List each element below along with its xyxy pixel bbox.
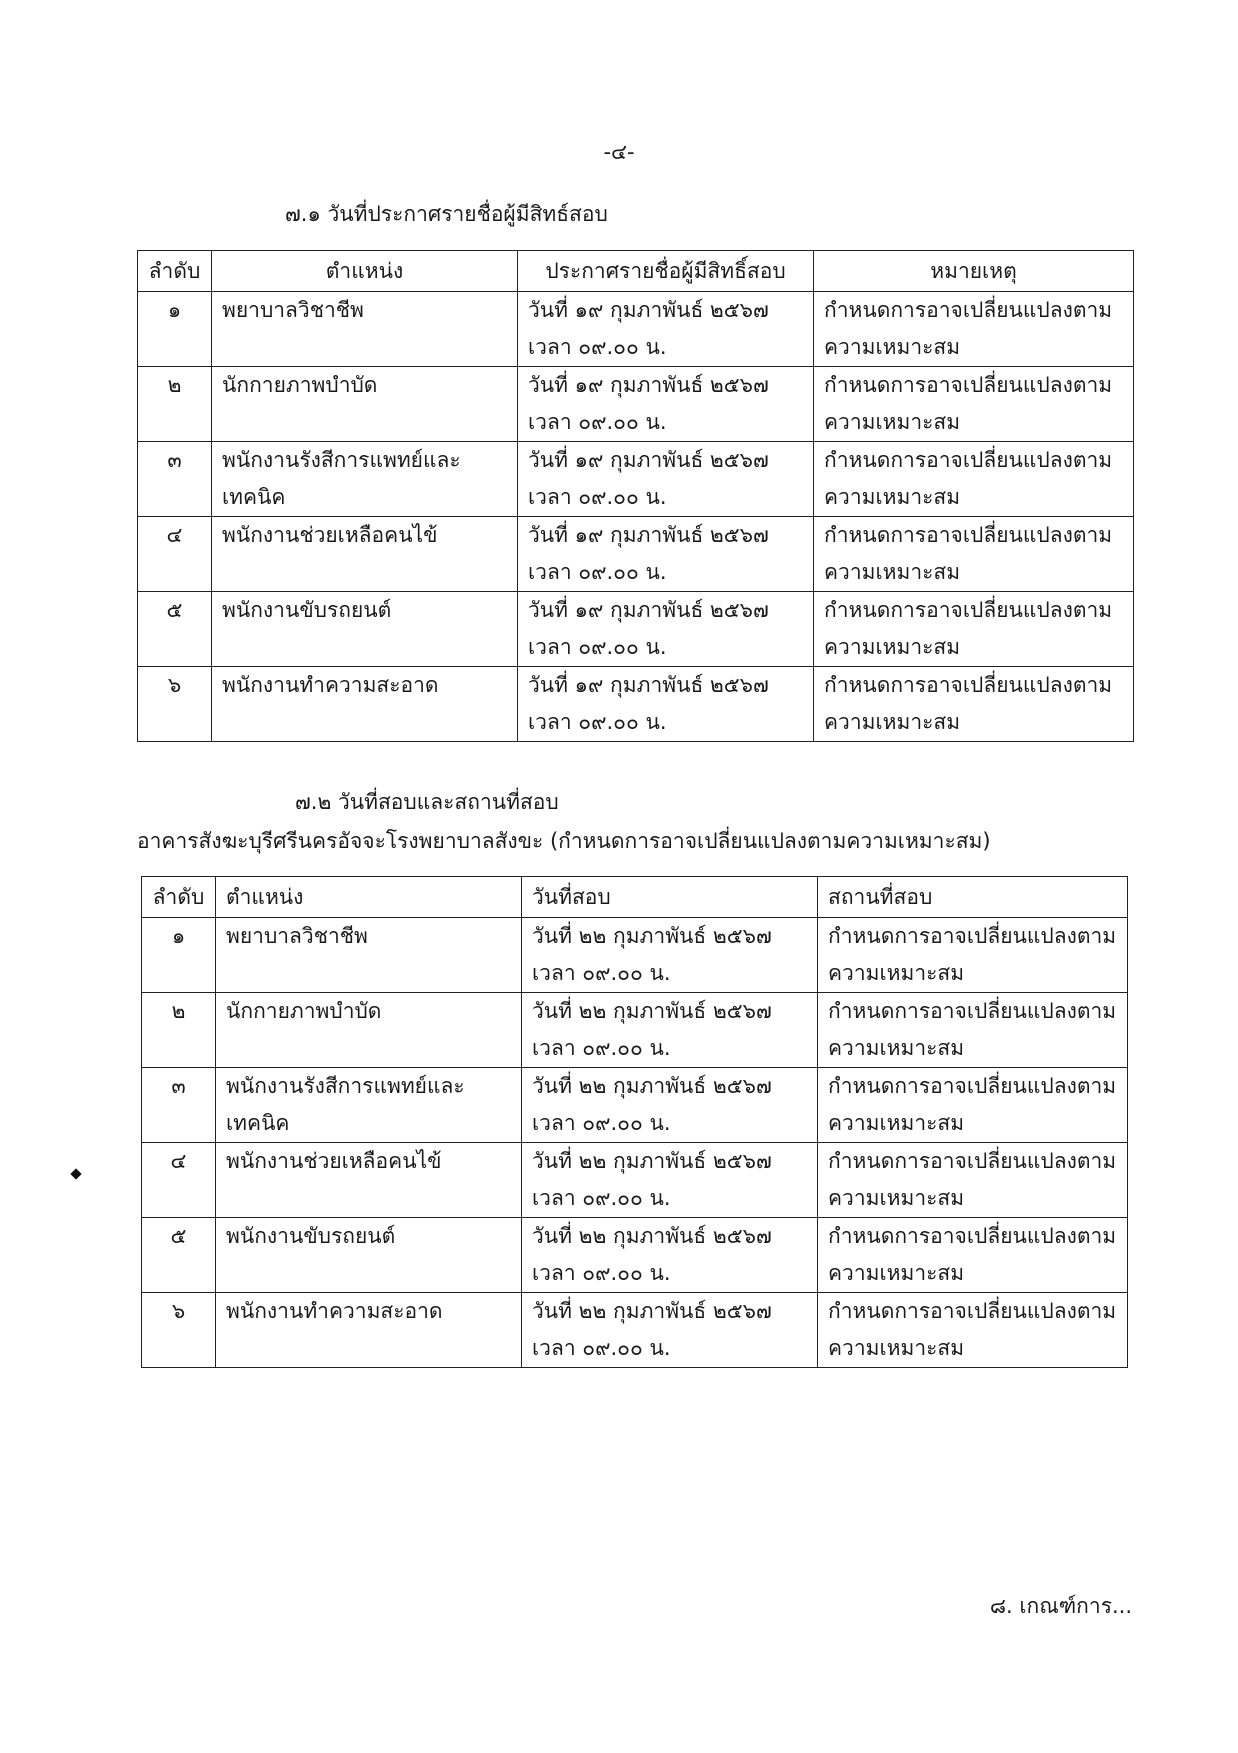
position-text: พยาบาลวิชาชีพ — [222, 298, 364, 322]
row-order: ๔ — [142, 1143, 216, 1218]
row-order: ๑ — [142, 918, 216, 993]
date-text: วันที่ ๒๒ กุมภาพันธ์ ๒๕๖๗ — [532, 1149, 772, 1173]
col-header-order: ลำดับ — [142, 877, 216, 918]
note-line-2: ความเหมาะสม — [824, 560, 961, 584]
time-text: เวลา ๐๙.๐๐ น. — [532, 1111, 671, 1135]
row-order: ๕ — [138, 592, 212, 667]
row-date — [518, 367, 814, 442]
date-text: วันที่ ๒๒ กุมภาพันธ์ ๒๕๖๗ — [532, 1224, 772, 1248]
note-line-2: ความเหมาะสม — [824, 335, 961, 359]
date-text: วันที่ ๑๙ กุมภาพันธ์ ๒๕๖๗ — [528, 523, 769, 547]
position-text: พนักงานรังสีการแพทย์และเทคนิค — [222, 448, 461, 509]
date-text: วันที่ ๑๙ กุมภาพันธ์ ๒๕๖๗ — [528, 448, 769, 472]
date-text: วันที่ ๒๒ กุมภาพันธ์ ๒๕๖๗ — [532, 1299, 772, 1323]
row-date — [522, 918, 818, 993]
time-text: เวลา ๐๙.๐๐ น. — [532, 1336, 671, 1360]
time-text: เวลา ๐๙.๐๐ น. — [528, 335, 667, 359]
time-text: เวลา ๐๙.๐๐ น. — [528, 635, 667, 659]
row-order: ๖ — [138, 667, 212, 742]
col-header-position: ตำแหน่ง — [216, 877, 522, 918]
col-header-position: ตำแหน่ง — [212, 251, 518, 292]
row-note — [818, 1068, 1128, 1143]
col-header-order: ลำดับ — [138, 251, 212, 292]
position-text: พนักงานทำความสะอาด — [226, 1299, 443, 1323]
table-row — [138, 442, 1134, 517]
row-note — [818, 918, 1128, 993]
row-note — [818, 1143, 1128, 1218]
table-row — [142, 1068, 1128, 1143]
position-text: พนักงานขับรถยนต์ — [222, 598, 392, 622]
table-header-row — [142, 877, 1128, 918]
note-line-1: กำหนดการอาจเปลี่ยนแปลงตาม — [828, 1224, 1117, 1248]
position-text: พนักงานทำความสะอาด — [222, 673, 439, 697]
row-date — [518, 667, 814, 742]
note-line-1: กำหนดการอาจเปลี่ยนแปลงตาม — [824, 298, 1113, 322]
date-text: วันที่ ๒๒ กุมภาพันธ์ ๒๕๖๗ — [532, 999, 772, 1023]
exam-location-text: อาคารสังฆะบุรีศรีนครอัจจะโรงพยาบาลสังขะ (กำหนดการอาจเปลี่ยนแปลงตามความเหมาะสม) — [137, 829, 991, 853]
note-line-1: กำหนดการอาจเปลี่ยนแปลงตาม — [824, 673, 1113, 697]
row-position — [216, 1293, 522, 1368]
row-note — [814, 517, 1134, 592]
position-text: พนักงานขับรถยนต์ — [226, 1224, 396, 1248]
note-line-1: กำหนดการอาจเปลี่ยนแปลงตาม — [824, 523, 1113, 547]
row-note — [814, 292, 1134, 367]
note-line-2: ความเหมาะสม — [824, 635, 961, 659]
scan-mark-icon — [70, 1168, 81, 1179]
row-order: ๒ — [142, 993, 216, 1068]
note-line-1: กำหนดการอาจเปลี่ยนแปลงตาม — [824, 448, 1113, 472]
row-date — [522, 1143, 818, 1218]
time-text: เวลา ๐๙.๐๐ น. — [528, 560, 667, 584]
position-text: นักกายภาพบำบัด — [226, 999, 382, 1023]
time-text: เวลา ๐๙.๐๐ น. — [528, 410, 667, 434]
table-row — [142, 918, 1128, 993]
note-line-1: กำหนดการอาจเปลี่ยนแปลงตาม — [828, 924, 1117, 948]
row-position — [212, 442, 518, 517]
position-text: นักกายภาพบำบัด — [222, 373, 378, 397]
row-position — [212, 667, 518, 742]
note-line-1: กำหนดการอาจเปลี่ยนแปลงตาม — [824, 598, 1113, 622]
time-text: เวลา ๐๙.๐๐ น. — [528, 710, 667, 734]
col-header-exam-place: สถานที่สอบ — [818, 877, 1128, 918]
section-2-heading: ๗.๒ วันที่สอบและสถานที่สอบ — [295, 790, 559, 814]
date-text: วันที่ ๑๙ กุมภาพันธ์ ๒๕๖๗ — [528, 298, 769, 322]
note-line-1: กำหนดการอาจเปลี่ยนแปลงตาม — [828, 999, 1117, 1023]
time-text: เวลา ๐๙.๐๐ น. — [532, 1186, 671, 1210]
row-order: ๒ — [138, 367, 212, 442]
row-date — [522, 1068, 818, 1143]
col-header-note: หมายเหตุ — [814, 251, 1134, 292]
note-line-1: กำหนดการอาจเปลี่ยนแปลงตาม — [824, 373, 1113, 397]
note-line-1: กำหนดการอาจเปลี่ยนแปลงตาม — [828, 1149, 1117, 1173]
row-note — [818, 993, 1128, 1068]
note-line-2: ความเหมาะสม — [828, 961, 965, 985]
table-row — [138, 667, 1134, 742]
note-line-2: ความเหมาะสม — [824, 410, 961, 434]
row-note — [814, 592, 1134, 667]
row-order: ๑ — [138, 292, 212, 367]
row-position — [216, 1143, 522, 1218]
date-text: วันที่ ๒๒ กุมภาพันธ์ ๒๕๖๗ — [532, 1074, 772, 1098]
row-note — [818, 1218, 1128, 1293]
col-header-exam-date: วันที่สอบ — [522, 877, 818, 918]
note-line-2: ความเหมาะสม — [828, 1111, 965, 1135]
row-position — [216, 1068, 522, 1143]
row-position — [212, 292, 518, 367]
date-text: วันที่ ๑๙ กุมภาพันธ์ ๒๕๖๗ — [528, 598, 769, 622]
exam-table — [141, 876, 1128, 1368]
position-text: พยาบาลวิชาชีพ — [226, 924, 368, 948]
row-order: ๕ — [142, 1218, 216, 1293]
time-text: เวลา ๐๙.๐๐ น. — [528, 485, 667, 509]
table-row — [142, 1293, 1128, 1368]
row-date — [522, 1293, 818, 1368]
time-text: เวลา ๐๙.๐๐ น. — [532, 1036, 671, 1060]
date-text: วันที่ ๑๙ กุมภาพันธ์ ๒๕๖๗ — [528, 373, 769, 397]
position-text: พนักงานช่วยเหลือคนไข้ — [222, 523, 438, 547]
date-text: วันที่ ๑๙ กุมภาพันธ์ ๒๕๖๗ — [528, 673, 769, 697]
row-date — [522, 1218, 818, 1293]
row-position — [216, 918, 522, 993]
row-note — [818, 1293, 1128, 1368]
row-position — [212, 367, 518, 442]
section-1-heading: ๗.๑ วันที่ประกาศรายชื่อผู้มีสิทธ์สอบ — [285, 202, 608, 226]
row-position — [216, 993, 522, 1068]
time-text: เวลา ๐๙.๐๐ น. — [532, 961, 671, 985]
note-line-2: ความเหมาะสม — [828, 1036, 965, 1060]
row-position — [216, 1218, 522, 1293]
position-text: พนักงานช่วยเหลือคนไข้ — [226, 1149, 442, 1173]
table-header-row — [138, 251, 1134, 292]
row-note — [814, 667, 1134, 742]
row-date — [518, 292, 814, 367]
row-date — [518, 442, 814, 517]
table-row — [138, 292, 1134, 367]
note-line-1: กำหนดการอาจเปลี่ยนแปลงตาม — [828, 1074, 1117, 1098]
table-row — [142, 1143, 1128, 1218]
table-row — [138, 592, 1134, 667]
col-header-announce-date: ประกาศรายชื่อผู้มีสิทธิ์สอบ — [518, 251, 814, 292]
time-text: เวลา ๐๙.๐๐ น. — [532, 1261, 671, 1285]
note-line-2: ความเหมาะสม — [828, 1336, 965, 1360]
note-line-2: ความเหมาะสม — [824, 710, 961, 734]
table-row — [142, 1218, 1128, 1293]
note-line-2: ความเหมาะสม — [824, 485, 961, 509]
date-text: วันที่ ๒๒ กุมภาพันธ์ ๒๕๖๗ — [532, 924, 772, 948]
row-note — [814, 442, 1134, 517]
table-row — [142, 993, 1128, 1068]
note-line-2: ความเหมาะสม — [828, 1186, 965, 1210]
row-date — [518, 517, 814, 592]
row-order: ๓ — [142, 1068, 216, 1143]
row-date — [518, 592, 814, 667]
row-position — [212, 517, 518, 592]
row-order: ๔ — [138, 517, 212, 592]
page-number: -๔- — [603, 140, 635, 164]
row-order: ๖ — [142, 1293, 216, 1368]
announcement-table — [137, 250, 1134, 742]
row-order: ๓ — [138, 442, 212, 517]
table-row — [138, 367, 1134, 442]
table-row — [138, 517, 1134, 592]
note-line-2: ความเหมาะสม — [828, 1261, 965, 1285]
row-note — [814, 367, 1134, 442]
footer-continuation: ๘. เกณฑ์การ... — [989, 1594, 1132, 1618]
row-position — [212, 592, 518, 667]
position-text: พนักงานรังสีการแพทย์และเทคนิค — [226, 1074, 465, 1135]
note-line-1: กำหนดการอาจเปลี่ยนแปลงตาม — [828, 1299, 1117, 1323]
row-date — [522, 993, 818, 1068]
